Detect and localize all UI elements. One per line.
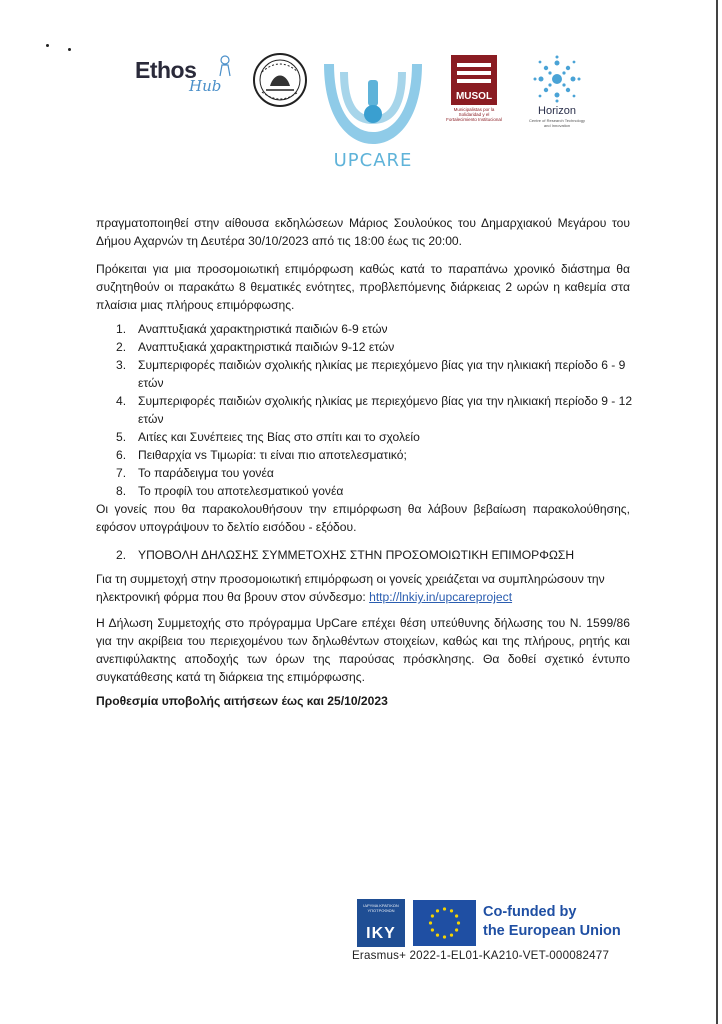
iky-logo	[357, 899, 405, 947]
list-item-text: Αναπτυξιακά χαρακτηριστικά παιδιών 6-9 ετών	[138, 322, 388, 336]
list-number: 2.	[116, 340, 127, 354]
list-item	[116, 392, 636, 428]
list-item-text: Το προφίλ του αποτελεσματικού γονέα	[138, 484, 344, 498]
topics-list	[116, 320, 636, 500]
list-item-text: Το παράδειγμα του γονέα	[138, 466, 274, 480]
iky-wordmark: IKY	[366, 925, 396, 942]
list-item-text: Αναπτυξιακά χαρακτηριστικά παιδιών 9-12 ετών	[138, 340, 395, 354]
list-item	[116, 356, 636, 392]
municipality-acharnes-seal-icon	[252, 52, 308, 108]
paragraph-registration	[96, 570, 630, 606]
list-item	[116, 428, 636, 446]
hub-logo-text: Hub	[189, 77, 222, 95]
musol-logo	[446, 55, 502, 123]
list-item-text: Αιτίες και Συνέπειες της Βίας στο σπίτι και το σχολείο	[138, 430, 420, 444]
paragraph-training-intro: Πρόκειται για μια προσομοιωτική επιμόρφωση καθώς κατά το παραπάνω χρονικό διάστημα θα συζητηθούν οι παρακάτω 8 θεματικές ενότητες, προβλεπόμενης διάρκειας 2 ωρών η καθεμία στα πλαίσια μιας πλήρους επιμόρφωσης.	[96, 262, 630, 312]
list-item-text: Πειθαρχία vs Τιμωρία: τι είναι πιο αποτελεσματικό;	[138, 448, 407, 462]
scan-speck	[46, 44, 49, 47]
musol-emblem-icon	[451, 55, 497, 105]
paragraph-certificate: Οι γονείς που θα παρακολουθήσουν την επιμόρφωση θα λάβουν βεβαίωση παρακολούθησης, εφόσον υπογράψουν το δελτίο εισόδου - εξόδου.	[96, 502, 630, 534]
list-item-text: Συμπεριφορές παιδιών σχολικής ηλικίας με περιεχόμενο βίας για την ηλικιακή περίοδο 6 - 9 ετών	[138, 358, 626, 390]
ethos-figure-icon	[217, 55, 233, 77]
list-item	[116, 482, 636, 500]
iky-caption: ΙΔΡΥΜΑ ΚΡΑΤΙΚΩΝ ΥΠΟΤΡΟΦΙΩΝ	[363, 903, 399, 913]
section-title: ΥΠΟΒΟΛΗ ΔΗΛΩΣΗΣ ΣΥΜΜΕΤΟΧΗΣ ΣΤΗΝ ΠΡΟΣΟΜΟΙΩΤΙΚΗ ΕΠΙΜΟΡΦΩΣΗ	[138, 548, 575, 562]
registration-form-link[interactable]: http://lnkiy.in/upcareproject	[369, 590, 513, 604]
registration-line-1: Για τη συμμετοχή στην προσομοιωτική επιμόρφωση οι γονείς χρειάζεται να συμπληρώσουν την	[96, 572, 605, 586]
paragraph-venue: πραγματοποιηθεί στην αίθουσα εκδηλώσεων Μάριος Σουλούκος του Δημαρχιακού Μεγάρου του Δήμου Αχαρνών τη Δευτέρα 30/10/2023 από τις 18:00 έως τις 20:00.	[96, 216, 630, 248]
scan-edge	[716, 0, 718, 1024]
list-item	[116, 446, 636, 464]
upcare-symbol-icon	[318, 58, 428, 150]
upcare-wordmark: UPCARE	[333, 150, 413, 171]
horizon-caption: Centre of Research Technology and Innovation	[529, 118, 585, 128]
list-number: 8.	[116, 484, 127, 498]
list-number: 6.	[116, 448, 127, 462]
eu-flag-icon	[413, 900, 476, 946]
list-item	[116, 320, 636, 338]
horizon-wordmark: Horizon	[538, 105, 576, 117]
section-number: 2.	[116, 548, 127, 562]
erasmus-project-code: Erasmus+ 2022-1-EL01-KA210-VET-000082477	[352, 949, 610, 962]
list-number: 5.	[116, 430, 127, 444]
cofunded-eu-label	[483, 903, 621, 941]
cofunded-line-1: Co-funded by	[483, 904, 577, 920]
deadline-notice: Προθεσμία υποβολής αιτήσεων έως και 25/10/2023	[96, 694, 388, 708]
ethos-hub-logo	[135, 55, 235, 99]
musol-wordmark: MUSOL	[455, 91, 493, 102]
scan-speck	[68, 48, 71, 51]
list-number: 3.	[116, 358, 127, 372]
cofunded-line-2: the European Union	[483, 923, 621, 939]
list-number: 4.	[116, 394, 127, 408]
horizon-logo	[527, 55, 587, 131]
registration-line-2: ηλεκτρονική φόρμα που θα βρουν στον σύνδεσμο:	[96, 590, 370, 604]
list-item	[116, 464, 636, 482]
horizon-burst-icon	[527, 55, 587, 103]
musol-caption: Municipalistas por la Solidaridad y el Fortalecimiento Institucional	[446, 107, 502, 122]
upcare-logo	[318, 58, 428, 172]
section-heading	[116, 546, 574, 564]
paragraph-declaration: Η Δήλωση Συμμετοχής στο πρόγραμμα UpCare επέχει θέση υπεύθυνης δήλωσης του Ν. 1599/86 για την ακρίβεια του περιεχομένου των δηλωθέντων στοιχείων, καθώς και της πλήρους, ρητής και ανεπιφύλακτης αποδοχής των όρων της παρούσας πρόσκλησης. Θα δοθεί σχετικό έντυπο συγκατάθεσης κατά τη διάρκεια της επιμόρφωσης.	[96, 616, 630, 684]
list-number: 7.	[116, 466, 127, 480]
list-item	[116, 338, 636, 356]
list-item-text: Συμπεριφορές παιδιών σχολικής ηλικίας με περιεχόμενο βίας για την ηλικιακή περίοδο 9 - 12 ετών	[138, 394, 633, 426]
ethos-logo-text: Ethos	[135, 57, 197, 83]
list-number: 1.	[116, 322, 127, 336]
